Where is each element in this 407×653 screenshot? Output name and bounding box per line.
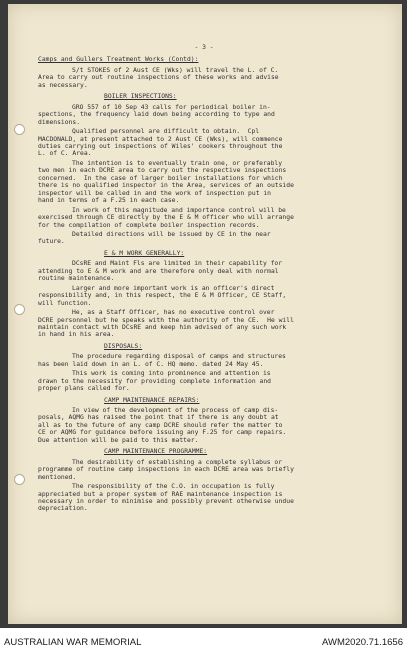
text-line: responsibility and, in this respect, the E & M Officer, CE Staff,: [38, 292, 287, 300]
paragraph: [38, 483, 370, 513]
text-line: He, as a Staff Officer, has no executive control over: [72, 309, 275, 317]
text-line: attending to E & M work and are therefore only deal with normal: [38, 267, 279, 275]
intro-paragraph: [38, 67, 370, 89]
text-line: as necessary.: [38, 81, 88, 89]
text-line: drawn to the necessity for providing complete information and: [38, 377, 271, 385]
section-heading: BOILER INSPECTIONS:: [104, 93, 177, 101]
text-line: proper plans called for.: [38, 385, 130, 393]
page-number: - 3 -: [194, 44, 214, 51]
paragraph: [38, 353, 370, 368]
text-line: necessary in order to minimise and possibly prevent otherwise undue: [38, 498, 294, 506]
text-line: concerned. In the case of larger boiler installations for which: [38, 174, 283, 182]
text-line: spections, the frequency laid down being according to type and: [38, 111, 275, 119]
text-line: The desirability of establishing a complete syllabus or: [72, 458, 283, 466]
text-line: routine maintenance.: [38, 275, 115, 283]
text-line: posals, AQMG has raised the point that if there is any doubt at: [38, 414, 279, 422]
text-line: Larger and more important work is an officer's direct: [72, 284, 275, 292]
text-line: Due attention will be paid to this matter.: [38, 436, 199, 444]
punch-hole: [14, 304, 25, 315]
text-line: programme of routine camp inspections in each DCRE area was briefly: [38, 466, 294, 474]
section-heading: CAMP MAINTENANCE PROGRAMME:: [104, 448, 208, 456]
footer-institution: AUSTRALIAN WAR MEMORIAL: [4, 637, 142, 648]
text-line: The procedure regarding disposal of camps and structures: [72, 353, 286, 361]
text-line: S/t STOKES of 2 Aust CE (Wks) will travel the L. of C.: [72, 66, 279, 74]
archive-footer: [0, 628, 407, 653]
text-line: depreciation.: [38, 505, 88, 513]
text-line: In work of this magnitude and importance control will be: [72, 206, 286, 214]
punch-hole: [14, 474, 25, 485]
paragraph: [38, 231, 370, 246]
section-heading: CAMP MAINTENANCE REPAIRS:: [104, 396, 200, 404]
text-line: hand in terms of a F.25 in each case.: [38, 197, 180, 205]
text-line: in hand in his area.: [38, 331, 115, 339]
text-line: L. of C. Area.: [38, 150, 92, 158]
section-heading: E & M WORK GENERALLY:: [104, 249, 185, 257]
text-line: In view of the development of the process of camp dis-: [72, 407, 279, 415]
punch-hole: [14, 124, 25, 135]
paragraph: [38, 104, 370, 126]
text-line: there is no qualified inspector in the Area, services of an outside: [38, 182, 294, 190]
paragraph: [38, 128, 370, 158]
paragraph: [38, 207, 370, 229]
document-page: [8, 4, 402, 624]
text-line: inspector will be called in and the work of inspection put in: [38, 189, 271, 197]
text-line: two men in each DCRE area to carry out the respective inspections: [38, 167, 287, 175]
text-line: maintain contact with DCsRE and keep him advised of any such work: [38, 323, 287, 331]
text-line: The intention is to eventually train one, or preferably: [72, 159, 283, 167]
text-line: has been laid down in an L. of C. HQ memo. dated 24 May 45.: [38, 360, 264, 368]
footer-accession-number: AWM2020.71.1656: [322, 637, 403, 648]
paragraph: [38, 160, 370, 205]
document-body: [38, 44, 370, 515]
text-line: appreciated but a proper system of RAE maintenance inspection is: [38, 490, 283, 498]
text-line: all as to the future of any camp DCRE should refer the matter to: [38, 421, 283, 429]
text-line: MACDONALD, at present attached to 2 Aust CE (Wks), will commence: [38, 135, 283, 143]
text-line: dimensions.: [38, 118, 81, 126]
text-line: This work is coming into prominence and attention is: [72, 370, 271, 378]
paragraph: [38, 370, 370, 392]
section-heading: DISPOSALS:: [104, 342, 143, 350]
text-line: future.: [38, 238, 65, 246]
text-line: The responsibility of the C.O. in occupation is fully: [72, 483, 275, 491]
text-line: Area to carry out routine inspections of these works and advise: [38, 74, 279, 82]
text-line: mentioned.: [38, 473, 77, 481]
paragraph: [38, 260, 370, 282]
text-line: DCRE personnel but he speaks with the authority of the CE. He will: [38, 316, 294, 324]
paragraph: [38, 407, 370, 444]
paragraph: [38, 309, 370, 339]
text-line: for the compilation of complete boiler inspection records.: [38, 221, 260, 229]
text-line: Detailed directions will be issued by CE in the near: [72, 230, 271, 238]
text-line: duties carrying out inspections of Wiles' cookers throughout the: [38, 142, 283, 150]
text-line: CE or AQMG for guidance before issuing any F.25 for camp repairs.: [38, 429, 287, 437]
text-line: will function.: [38, 299, 92, 307]
sections: [38, 93, 370, 513]
document-title: Camps and Gullers Treatment Works (Contd):: [38, 56, 199, 64]
text-line: GRO 557 of 10 Sep 43 calls for periodical boiler in-: [72, 103, 271, 111]
text-line: Qualified personnel are difficult to obtain. Cpl: [72, 128, 260, 136]
text-line: DCsRE and Maint Fls are limited in their capability for: [72, 260, 283, 268]
paragraph: [38, 459, 370, 481]
text-line: exercised through CE directly by the E & M officer who will arrange: [38, 214, 294, 222]
paragraph: [38, 285, 370, 307]
